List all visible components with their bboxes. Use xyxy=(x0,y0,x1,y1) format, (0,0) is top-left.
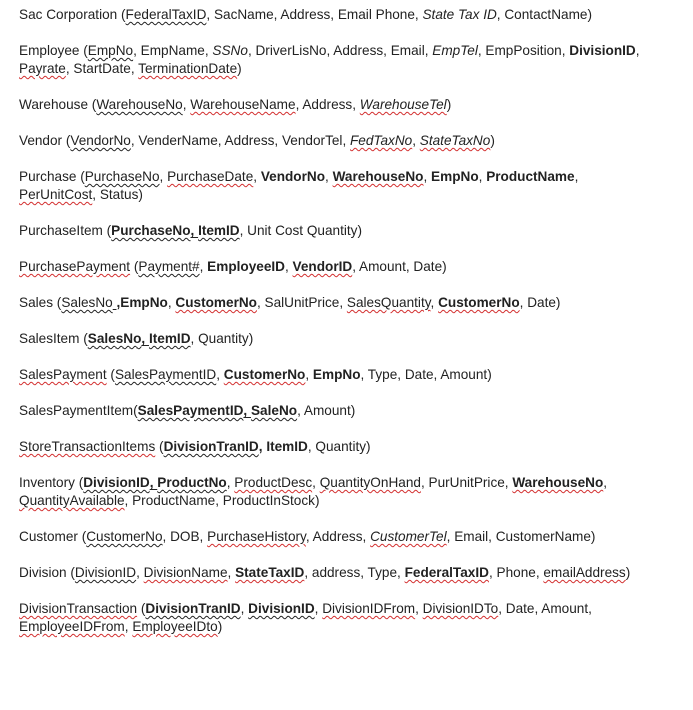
text-run: , xyxy=(603,475,608,490)
text-run: , Date) xyxy=(519,295,561,310)
entry-sales-payment xyxy=(19,366,659,384)
text-run: , xyxy=(258,439,267,454)
text-run: , xyxy=(415,601,423,616)
text-run: , xyxy=(478,169,487,184)
text-run: , xyxy=(312,475,320,490)
text-run: DivisionID xyxy=(569,43,636,58)
text-run: Purchase ( xyxy=(19,169,85,184)
text-run: ) xyxy=(237,61,242,76)
text-run: EmpNo xyxy=(431,169,479,184)
text-run: VendorNo xyxy=(70,133,131,148)
text-run: TerminationDate xyxy=(138,61,238,76)
entry-sales xyxy=(19,294,659,312)
text-run: , Phone, xyxy=(488,565,544,580)
text-run: EmployeeIDFrom xyxy=(19,619,125,634)
text-run: , EmpName, xyxy=(133,43,213,58)
text-run: Employee ( xyxy=(19,43,88,58)
text-run: , Unit Cost Quantity) xyxy=(239,223,362,238)
text-run: WarehouseTel xyxy=(359,97,447,112)
text-run: FederalTaxID xyxy=(404,565,489,580)
entry-sac-corporation xyxy=(19,6,659,24)
text-run: WarehouseNo xyxy=(96,97,183,112)
text-run: , xyxy=(226,475,235,490)
text-run: , Address, xyxy=(305,529,371,544)
entry-warehouse xyxy=(19,96,659,114)
entry-inventory xyxy=(19,474,659,510)
entry-store-transaction-items xyxy=(19,438,659,456)
document-body xyxy=(19,6,659,654)
text-run: QuantityAvailable xyxy=(19,493,125,508)
text-run: , xyxy=(574,169,579,184)
text-run: DivisionID xyxy=(83,475,150,490)
text-run: SalesNo xyxy=(87,331,142,346)
text-run: VendorID xyxy=(292,259,353,274)
text-run: , xyxy=(182,97,191,112)
text-run: , Amount, Date) xyxy=(352,259,447,274)
text-run: , EmpPosition, xyxy=(477,43,570,58)
text-run: , Quantity) xyxy=(307,439,371,454)
text-run: DivisionID xyxy=(74,565,137,580)
text-run: , xyxy=(430,295,439,310)
text-run: PurchaseNo xyxy=(84,169,160,184)
text-run: , xyxy=(227,565,236,580)
text-run: SalesPaymentID xyxy=(114,367,217,382)
entry-sales-payment-item xyxy=(19,402,659,420)
text-run: Customer ( xyxy=(19,529,87,544)
text-run: CustomerNo xyxy=(223,367,306,382)
text-run: Division ( xyxy=(19,565,75,580)
entry-employee xyxy=(19,42,659,78)
text-run: PurchaseDate xyxy=(167,169,254,184)
text-run: SaleNo xyxy=(250,403,298,418)
text-run: , Type, Date, Amount) xyxy=(360,367,492,382)
text-run: DivisionTranID xyxy=(145,601,241,616)
text-run: , Quantity) xyxy=(190,331,254,346)
text-run: , xyxy=(240,601,249,616)
text-run: ItemID xyxy=(148,331,191,346)
entry-purchase xyxy=(19,168,659,204)
text-run: ) xyxy=(490,133,495,148)
text-run: StoreTransactionItems xyxy=(19,439,156,454)
text-run: Payment# xyxy=(138,259,200,274)
text-run: , StartDate, xyxy=(65,61,139,76)
text-run: SalesNo xyxy=(61,295,113,310)
text-run: EmployeeID xyxy=(207,259,285,274)
text-run: VendorNo xyxy=(260,169,326,184)
text-run: , xyxy=(314,601,323,616)
text-run: EmpNo xyxy=(87,43,134,58)
text-run: , xyxy=(423,169,432,184)
text-run: ProductNo xyxy=(157,475,227,490)
text-run: FedTaxNo xyxy=(350,133,413,148)
text-run: StateTaxNo xyxy=(419,133,491,148)
text-run: CustomerNo xyxy=(86,529,163,544)
text-run: PurchaseItem ( xyxy=(19,223,112,238)
text-run: , xyxy=(190,223,199,238)
text-run: ( xyxy=(137,601,146,616)
text-run: ProductName xyxy=(486,169,575,184)
text-run: State Tax ID xyxy=(422,7,497,22)
text-run: WarehouseNo xyxy=(332,169,424,184)
text-run: CustomerNo xyxy=(175,295,257,310)
text-run: QuantityOnHand xyxy=(319,475,421,490)
text-run: EmpNo xyxy=(120,295,168,310)
text-run: , SacName, Address, Email Phone, xyxy=(206,7,423,22)
text-run: PerUnitCost xyxy=(19,187,93,202)
text-run: EmpTel xyxy=(432,43,478,58)
text-run: , DriverLisNo, Address, Email, xyxy=(247,43,433,58)
entry-sales-item xyxy=(19,330,659,348)
text-run: SalesPaymentID xyxy=(137,403,244,418)
text-run: , Amount) xyxy=(297,403,356,418)
text-run: , xyxy=(136,565,144,580)
text-run: , xyxy=(199,259,208,274)
text-run: ( xyxy=(106,367,115,382)
text-run: ( xyxy=(155,439,164,454)
text-run: CustomerTel xyxy=(370,529,447,544)
text-run: , xyxy=(159,169,168,184)
text-run: Warehouse ( xyxy=(19,97,97,112)
text-run: Sales ( xyxy=(19,295,62,310)
text-run: DivisionTransaction xyxy=(19,601,138,616)
text-run: DivisionID xyxy=(248,601,315,616)
text-run: SalesItem ( xyxy=(19,331,88,346)
text-run: , xyxy=(116,295,121,310)
text-run: , xyxy=(124,619,133,634)
text-run: , xyxy=(284,259,293,274)
text-run: EmpNo xyxy=(312,367,361,382)
text-run: SalesQuantity xyxy=(346,295,431,310)
text-run: ) xyxy=(217,619,223,634)
text-run: SalesPayment xyxy=(19,367,107,382)
text-run: WarehouseName xyxy=(190,97,296,112)
entry-purchase-payment xyxy=(19,258,659,276)
text-run: Vendor ( xyxy=(19,133,71,148)
text-run: , xyxy=(216,367,224,382)
text-run: , ContactName) xyxy=(496,7,592,22)
text-run: , ProductName, ProductInStock) xyxy=(124,493,320,508)
entry-customer xyxy=(19,528,659,546)
text-run: PurchaseNo xyxy=(111,223,191,238)
text-run: , xyxy=(305,367,313,382)
text-run: , Address, xyxy=(295,97,360,112)
text-run: , Date, Amount, xyxy=(498,601,592,616)
text-run: , Email, CustomerName) xyxy=(446,529,596,544)
text-run: , PurUnitPrice, xyxy=(420,475,513,490)
text-run: emailAddress xyxy=(543,565,626,580)
text-run: DivisionIDTo xyxy=(422,601,499,616)
entry-purchase-item xyxy=(19,222,659,240)
text-run: , SalUnitPrice, xyxy=(256,295,347,310)
text-run: , address, Type, xyxy=(304,565,405,580)
text-run: , xyxy=(325,169,333,184)
text-run: , xyxy=(412,133,420,148)
entry-vendor xyxy=(19,132,659,150)
text-run: DivisionName xyxy=(143,565,228,580)
text-run: Sac Corporation ( xyxy=(19,7,126,22)
text-run: ) xyxy=(446,97,452,112)
entry-division xyxy=(19,564,659,582)
text-run: ( xyxy=(130,259,139,274)
text-run: ItemID xyxy=(198,223,240,238)
text-run: Inventory ( xyxy=(19,475,84,490)
text-run: EmployeeIDto xyxy=(132,619,218,634)
text-run: Payrate xyxy=(19,61,66,76)
text-run: PurchaseHistory xyxy=(207,529,306,544)
text-run: , xyxy=(243,403,251,418)
text-run: DivisionTranID xyxy=(163,439,259,454)
text-run: , VenderName, Address, VendorTel, xyxy=(130,133,350,148)
text-run: , Status) xyxy=(92,187,143,202)
text-run: PurchasePayment xyxy=(19,259,131,274)
text-run: ItemID xyxy=(266,439,308,454)
text-run: , xyxy=(141,331,149,346)
text-run: , xyxy=(149,475,158,490)
entry-division-transaction xyxy=(19,600,659,636)
text-run: SalesPaymentItem( xyxy=(19,403,138,418)
text-run: , DOB, xyxy=(162,529,208,544)
text-run: FederalTaxID xyxy=(125,7,207,22)
text-run: DivisionIDFrom xyxy=(322,601,416,616)
text-run: , xyxy=(635,43,640,58)
text-run: SSNo xyxy=(212,43,248,58)
text-run: , xyxy=(167,295,176,310)
text-run: WarehouseNo xyxy=(512,475,604,490)
text-run: ) xyxy=(625,565,631,580)
text-run: StateTaxID xyxy=(235,565,305,580)
text-run: ProductDesc xyxy=(234,475,313,490)
text-run: CustomerNo xyxy=(438,295,520,310)
text-run: , xyxy=(253,169,261,184)
